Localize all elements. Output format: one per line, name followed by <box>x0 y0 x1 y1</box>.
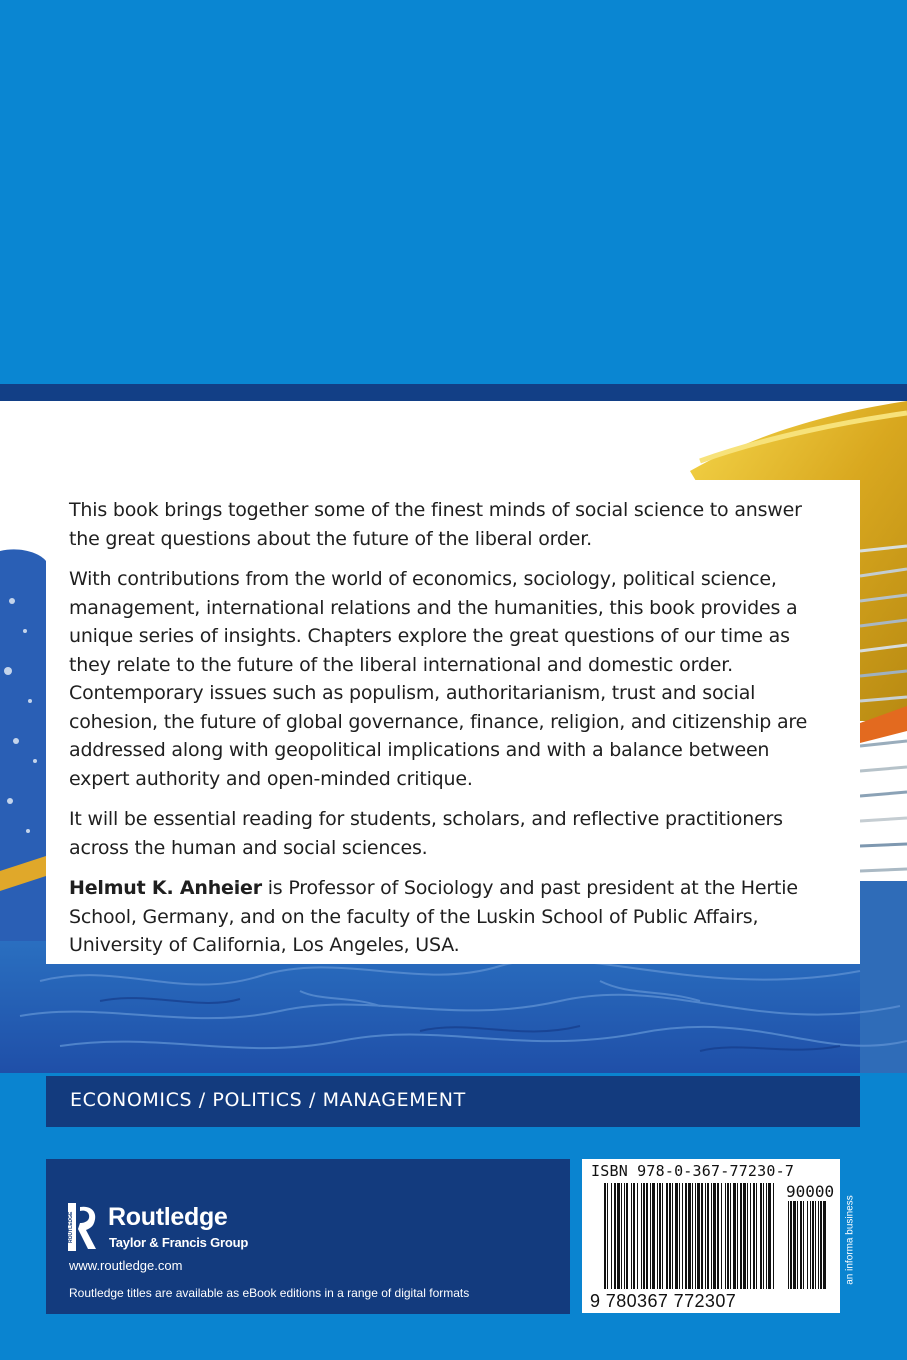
barcode-bar <box>763 1183 764 1289</box>
barcode-bar <box>669 1183 671 1289</box>
barcode-bar <box>688 1183 691 1289</box>
top-blue-panel <box>0 0 907 384</box>
barcode-bar <box>679 1183 680 1289</box>
barcode-bar <box>626 1183 628 1289</box>
barcode-bar <box>737 1183 738 1289</box>
barcode-bar <box>662 1183 663 1289</box>
barcode-bar <box>657 1183 658 1289</box>
category-label: ECONOMICS / POLITICS / MANAGEMENT <box>70 1089 466 1111</box>
barcode-bar <box>617 1183 620 1289</box>
barcode-digits: 9 780367 772307 <box>590 1291 737 1311</box>
routledge-logo-icon <box>68 1203 100 1251</box>
barcode-bar <box>631 1183 632 1289</box>
addon-bar <box>820 1201 822 1289</box>
barcode-bar <box>682 1183 683 1289</box>
barcode-bar <box>750 1183 751 1289</box>
publisher-website[interactable]: www.routledge.com <box>69 1258 183 1273</box>
addon-bar <box>823 1201 826 1289</box>
barcode-bar <box>740 1183 742 1289</box>
barcode-bars <box>604 1183 834 1289</box>
barcode-bar <box>766 1183 767 1289</box>
barcode-bar <box>713 1183 716 1289</box>
barcode-bar <box>705 1183 706 1289</box>
blurb-text <box>69 496 829 972</box>
publisher-group: Taylor & Francis Group <box>109 1235 249 1250</box>
addon-bar <box>810 1201 811 1289</box>
addon-bar <box>818 1201 819 1289</box>
barcode-bar <box>753 1183 755 1289</box>
barcode-bar <box>717 1183 719 1289</box>
barcode-bar <box>725 1183 726 1289</box>
barcode-bar <box>646 1183 648 1289</box>
ebook-note: Routledge titles are available as eBook editions in a range of digital formats <box>69 1286 470 1300</box>
barcode-bar <box>675 1183 678 1289</box>
isbn-text: ISBN 978-0-367-77230-7 <box>591 1162 795 1180</box>
addon-bar <box>812 1201 814 1289</box>
blurb-paragraph-1: This book brings together some of the finest minds of social science to answer the great questions about the future of the liberal order. <box>69 499 802 550</box>
category-bar <box>46 1076 860 1127</box>
addon-bar <box>800 1201 802 1289</box>
barcode-bar <box>711 1183 712 1289</box>
barcode-bar <box>624 1183 625 1289</box>
barcode-bar <box>611 1183 612 1289</box>
barcode-bar <box>727 1183 729 1289</box>
barcode-bar <box>604 1183 606 1289</box>
author-paragraph <box>69 874 829 960</box>
barcode-bar <box>707 1183 709 1289</box>
barcode-box <box>582 1159 840 1313</box>
price-code: 90000 <box>786 1182 835 1201</box>
barcode-bar <box>743 1183 746 1289</box>
barcode-bar <box>730 1183 731 1289</box>
barcode-bar <box>768 1183 771 1289</box>
logo-vertical-text: ROUTLEDGE <box>68 1211 74 1243</box>
barcode-bar <box>773 1183 774 1289</box>
blurb-paragraph-2: With contributions from the world of economics, sociology, political science, management, international relations and the humanities, this book provides a unique series of insights. Chapters explore the great questions of our time as they relate to the future of the liberal international and domestic order. Contemporary issues such as populism, authoritarianism, trust and social cohesion, the future of global governance, finance, religion, and citizenship are addressed along with geopolitical implications and with a balance between expert authority and open-minded critique. <box>69 568 808 790</box>
barcode-bar <box>607 1183 608 1289</box>
author-name: Helmut K. Anheier <box>69 877 262 899</box>
barcode-bar <box>614 1183 616 1289</box>
barcode-bar <box>756 1183 757 1289</box>
barcode-bar <box>692 1183 693 1289</box>
addon-bar <box>803 1201 804 1289</box>
addon-bar <box>790 1201 792 1289</box>
addon-bar <box>815 1201 816 1289</box>
blurb-panel <box>46 480 860 964</box>
dark-stripe <box>0 384 907 401</box>
barcode-bar <box>637 1183 638 1289</box>
addon-bar <box>788 1201 789 1289</box>
barcode-bar <box>633 1183 635 1289</box>
barcode-bar <box>747 1183 748 1289</box>
informa-text: an informa business <box>844 1195 856 1285</box>
barcode-bar <box>650 1183 651 1289</box>
barcode-bar <box>672 1183 673 1289</box>
barcode-bar <box>659 1183 661 1289</box>
addon-bar <box>797 1201 798 1289</box>
barcode-bar <box>685 1183 687 1289</box>
addon-bar <box>807 1201 808 1289</box>
barcode-bar <box>666 1183 668 1289</box>
addon-bar <box>793 1201 796 1289</box>
barcode-bar <box>721 1183 722 1289</box>
barcode-bar <box>760 1183 762 1289</box>
barcode-bar <box>643 1183 645 1289</box>
publisher-box <box>46 1159 570 1314</box>
barcode-bar <box>621 1183 622 1289</box>
barcode-bar <box>695 1183 696 1289</box>
barcode-bar <box>697 1183 700 1289</box>
informa-tagline <box>838 1185 862 1295</box>
publisher-name: Routledge <box>108 1203 228 1231</box>
barcode-bar <box>733 1183 736 1289</box>
author-bio: is Professor of Sociology and past president at the Hertie School, Germany, and on the faculty of the Luskin School of Public Affairs, University of California, Los Angeles, USA. <box>69 877 798 956</box>
barcode-bar <box>652 1183 655 1289</box>
blurb-paragraph-3: It will be essential reading for students, scholars, and reflective practitioners across the human and social sciences. <box>69 808 783 859</box>
barcode-bar <box>701 1183 703 1289</box>
barcode-bar <box>641 1183 642 1289</box>
